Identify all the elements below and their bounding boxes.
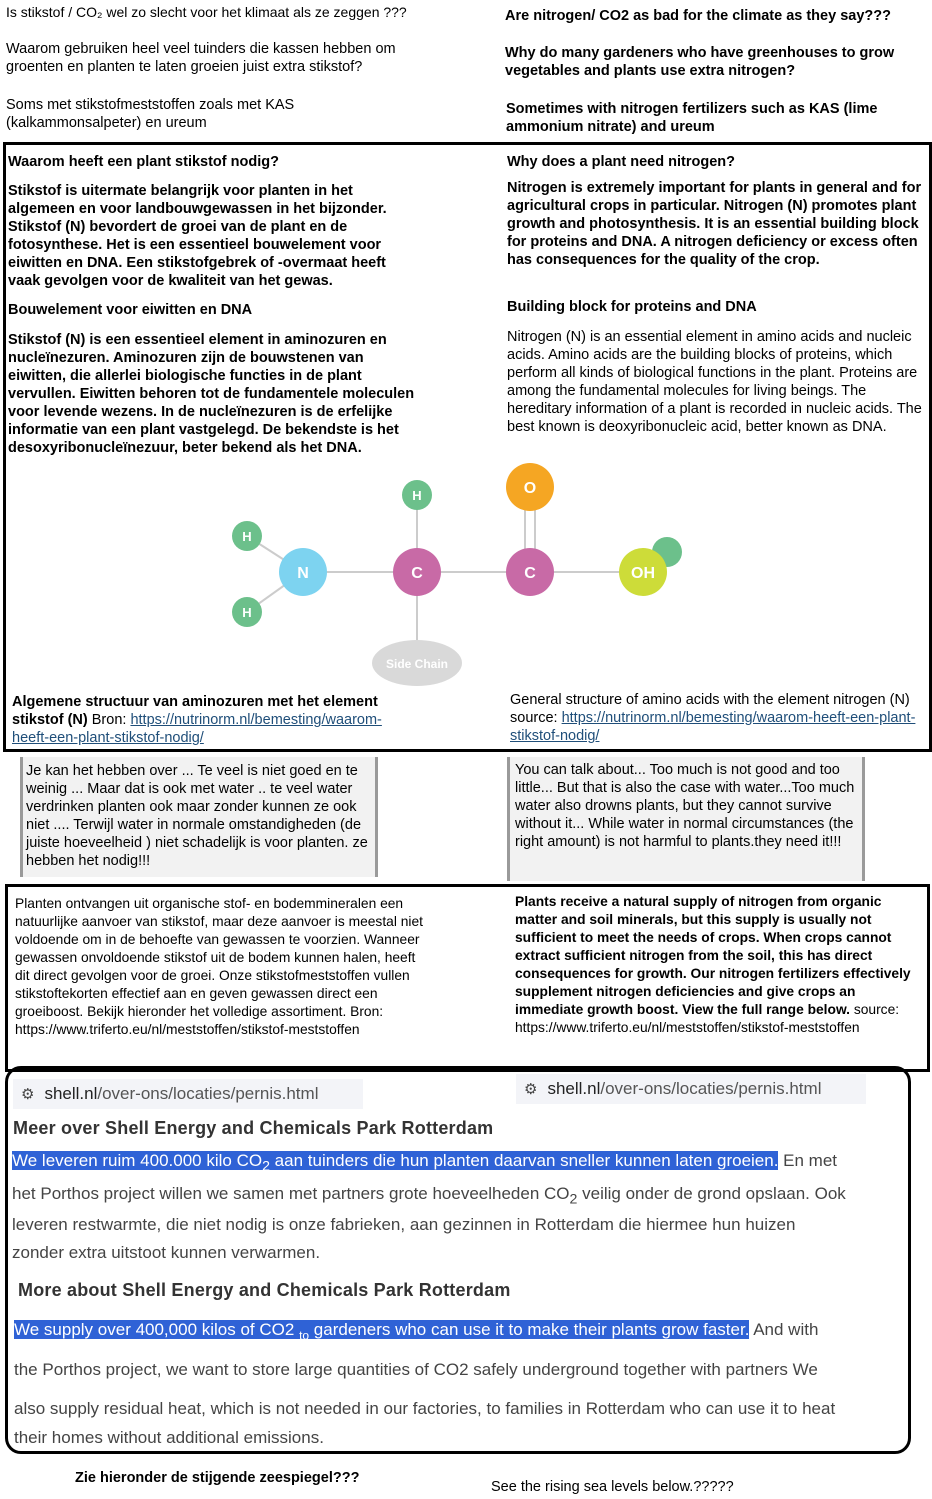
carbon-atom-carboxyl-label: C <box>524 565 536 582</box>
shell-nl-highlight <box>12 1151 779 1175</box>
shell-nl-heading: Meer over Shell Energy and Chemicals Park Rotterdam <box>13 1118 494 1138</box>
shell-en-line-1 <box>14 1316 904 1349</box>
shell-url-bar-left[interactable] <box>13 1079 363 1109</box>
nl-paragraph-amino: Stikstof (N) is een essentieel element in aminozuren en nucleïnezuren. Aminozuren zijn de bouwstenen van eiwitten, die allerlei biologische functies in de plant vervullen. Eiwitten behoren tot de fundamentele moleculen voor levende wezens. In de nucleïnezuren is de erfelijke informatie van een plant vastgelegd. De bekendste is het desoxyribonucleïnezuur, beter bekend als het DNA. <box>8 332 415 456</box>
nl-question: Is stikstof / CO₂ wel zo slecht voor het klimaat als ze zeggen ??? <box>6 4 407 20</box>
nl-fertilizer-text: Planten ontvangen uit organische stof- en bodemmineralen een natuurlijke aanvoer van stikstof, maar deze aanvoer is meestal niet voldoende om in de behoefte van gewassen te voorzien. Wanneer gewassen onvoldoende stikstof uit de bodem kunnen halen, heeft dit direct gevolgen voor de groei. Onze stikstofmeststoffen vullen stikstoftekorten effectief aan en geven gewassen direct een groeiboost. Bekijk hieronder het volledige assortiment. Bron: https://www.triferto.eu/nl/meststoffen/stikstof-meststoffen <box>15 896 423 1037</box>
nl-caption-title: Algemene structuur van aminozuren met het element stikstof (N) <box>12 694 378 728</box>
hl-to: to <box>299 1328 310 1343</box>
shell-en-line-3: also supply residual heat, which is not needed in our factories, to families in Rotterdam who can use it to heat <box>14 1399 836 1418</box>
nl-line2-b: veilig onder de grond opslaan. Ook <box>577 1184 846 1203</box>
en-rest-1: And with <box>749 1320 819 1339</box>
nutrinorm-link-en[interactable]: https://nutrinorm.nl/bemesting/waarom-heeft-een-plant-stikstof-nodig/ <box>510 710 916 744</box>
en-fertilizer-source: source: https://www.triferto.eu/nl/meststoffen/stikstof-meststoffen <box>515 1002 900 1035</box>
en-fertilizer-bold: Plants receive a natural supply of nitrogen from organic matter and soil minerals, but this supply is usually not sufficient to meet the needs of crops. When crops cannot extract sufficient nitrogen from the soil, this has direct consequences for growth. Our nitrogen fertilizers effectively supplement nitrogen deficiencies and give crops an immediate growth boost. View the full range below. <box>515 894 911 1017</box>
en-heading-building-block: Building block for proteins and DNA <box>507 299 757 315</box>
shell-nl-line-1 <box>12 1147 902 1180</box>
shell-nl-line-2 <box>12 1180 902 1213</box>
co2-subscript: 2 <box>262 1158 270 1175</box>
shell-url-bar-right[interactable] <box>516 1074 866 1104</box>
nl-intro-2: Soms met stikstofmeststoffen zoals met KAS (kalkammonsalpeter) en ureum <box>6 97 295 131</box>
shell-nl-line-4: zonder extra uitstoot kunnen verwarmen. <box>12 1243 321 1262</box>
hl-text-b: aan tuinders die hun planten daarvan sneller kunnen laten groeien. <box>269 1151 779 1170</box>
nl-quote-box <box>20 757 378 877</box>
hl-text-b: gardeners who can use it to make their plants grow faster. <box>309 1320 750 1339</box>
site-settings-icon[interactable]: ⚙ <box>524 1081 538 1098</box>
nl-rest-1: En met <box>778 1151 838 1170</box>
en-paragraph-importance: Nitrogen is extremely important for plants in general and for agricultural crops in particular. Nitrogen (N) promotes plant growth and photosynthesis. It is an essential building block for proteins and DNA. A nitrogen deficiency or excess often has consequences for the quality of the crop. <box>507 180 922 268</box>
side-chain-label: Side Chain <box>385 657 449 671</box>
en-quote-text: You can talk about... Too much is not good and too little... But that is also the case with water...Too much water also drowns plants, but they cannot survive without it... While water in normal circumstances (the right amount) is not harmful to plants.they need it!!! <box>515 762 855 850</box>
nl-heading-why: Waarom heeft een plant stikstof nodig? <box>8 154 279 170</box>
nutrinorm-link-nl[interactable]: https://nutrinorm.nl/bemesting/waarom-heeft-een-plant-stikstof-nodig/ <box>12 712 382 746</box>
hydrogen-label-bottom-left: H <box>242 605 252 620</box>
url-path: /over-ons/locaties/pernis.html <box>600 1079 822 1098</box>
nl-paragraph-importance: Stikstof is uitermate belangrijk voor planten in het algemeen en voor landbouwgewassen in het bijzonder. Stikstof (N) bevordert de groei van de plant en de fotosynthese. Het is een essentieel bouwelement voor eiwitten en DNA. Een stikstofgebrek of -overmaat heeft vaak gevolgen voor de kwaliteit van het gewas. <box>8 183 387 289</box>
hydrogen-label-top-left: H <box>242 529 252 544</box>
shell-en-heading: More about Shell Energy and Chemicals Park Rotterdam <box>18 1280 511 1300</box>
url-host: shell.nl <box>547 1079 601 1098</box>
en-diagram-caption <box>510 691 925 745</box>
hl-text-a: We leveren ruim 400.000 kilo CO <box>12 1151 263 1170</box>
site-settings-icon[interactable]: ⚙ <box>21 1086 35 1103</box>
shell-nl-line-3: leveren restwarmte, die niet nodig is onze fabrieken, aan gezinnen in Rotterdam die hiermee hun huizen <box>12 1215 796 1234</box>
en-paragraph-amino: Nitrogen (N) is an essential element in amino acids and nucleic acids. Amino acids are the building blocks of proteins, which perform all kinds of biological functions in the plant. Proteins are among the fundamental molecules for living beings. The hereditary information of a plant is recorded in nucleic acids. The best known is deoxyribonucleic acid, better known as DNA. <box>507 329 922 435</box>
amino-acid-structure-diagram <box>220 460 690 690</box>
hl-text-a: We supply over 400,000 kilos of CO2 <box>14 1320 300 1339</box>
en-fertilizer-text <box>515 893 925 1037</box>
en-question: Are nitrogen/ CO2 as bad for the climate as they say??? <box>505 8 891 24</box>
en-intro-1: Why do many gardeners who have greenhouses to grow vegetables and plants use extra nitrogen? <box>505 45 895 79</box>
nitrogen-atom-label: N <box>297 565 309 582</box>
url-path: /over-ons/locaties/pernis.html <box>97 1084 319 1103</box>
en-quote-box <box>507 757 865 881</box>
nl-caption-source: Bron: <box>87 712 131 728</box>
nl-quote-text: Je kan het hebben over ... Te veel is niet goed en te weinig ... Maar dat is ook met water .. te veel water verdrinken planten ook maar zonder kunnen ze ook niet .... Terwijl water in normale omstandigheden (de juiste hoeveelheid ) niet schadelijk is voor planten. ze hebben het nodig!!! <box>26 763 368 869</box>
en-caption-text: General structure of amino acids with the element nitrogen (N) source: <box>510 692 910 726</box>
shell-en-highlight <box>14 1320 750 1343</box>
nl-diagram-caption <box>12 693 412 747</box>
nl-sea-level-note: Zie hieronder de stijgende zeespiegel??? <box>75 1470 360 1486</box>
hydrogen-label-top: H <box>412 488 422 503</box>
en-intro-2: Sometimes with nitrogen fertilizers such as KAS (lime ammonium nitrate) and ureum <box>506 101 878 135</box>
shell-en-line-4: their homes without additional emissions. <box>14 1428 324 1447</box>
carbon-atom-alpha-label: C <box>411 565 423 582</box>
oh-atom-label: OH <box>631 565 655 582</box>
nl-line2-a: het Porthos project willen we samen met partners grote hoeveelheden CO <box>12 1184 570 1203</box>
url-host: shell.nl <box>44 1084 98 1103</box>
shell-en-line-2: the Porthos project, we want to store large quantities of CO2 safely underground together with partners We <box>14 1360 818 1379</box>
nl-intro-1: Waarom gebruiken heel veel tuinders die kassen hebben om groenten en planten te laten groeien juist extra stikstof? <box>6 41 396 75</box>
nl-heading-building-block: Bouwelement voor eiwitten en DNA <box>8 302 253 318</box>
en-heading-why: Why does a plant need nitrogen? <box>507 154 735 170</box>
co2-subscript: 2 <box>569 1191 578 1208</box>
oxygen-atom-label: O <box>523 480 537 497</box>
en-sea-level-note: See the rising sea levels below.????? <box>491 1479 734 1495</box>
